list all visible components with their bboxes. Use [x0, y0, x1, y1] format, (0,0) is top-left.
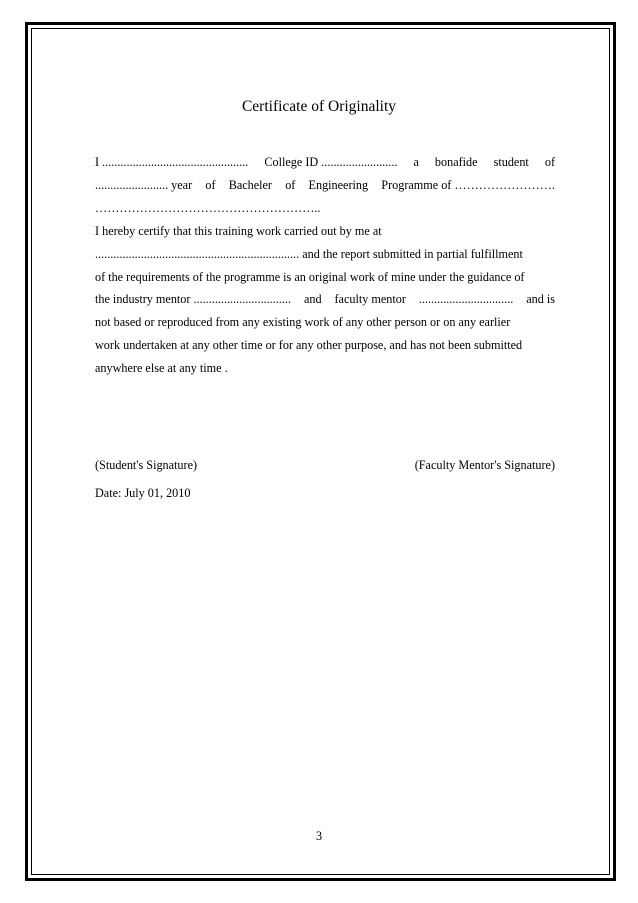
body-line-2-part: Programme of ……………………. [381, 177, 555, 192]
body-line-2-part: Bacheler [228, 177, 272, 192]
body-line-1-part: College ID ......................... [264, 155, 398, 169]
body-line-2-part: Engineering [308, 177, 369, 192]
body-line-5: ................................................................... and the report submitted in partial fulfillment [95, 246, 523, 261]
body-line-3: ……………………………………………….. [95, 200, 321, 215]
page-number: 3 [315, 829, 323, 843]
body-line-8: not based or reproduced from any existing work of any other person or on any earlier [95, 315, 511, 330]
body-line-7-part: the industry mentor ................................ [95, 292, 291, 307]
body-line-1-part: of [544, 155, 555, 169]
body-line-1 [95, 151, 555, 174]
body-line-7-part: and [303, 292, 322, 307]
body-line-2 [95, 174, 555, 197]
body-line-4: I hereby certify that this training work carried out by me at [95, 223, 382, 238]
body-line-2-part: of [205, 177, 216, 192]
body-line-1-part: I ................................................ [95, 155, 249, 169]
student-signature-label: (Student's Signature) [95, 458, 198, 472]
body-line-7-part: faculty mentor [334, 292, 406, 307]
signature-row [95, 458, 555, 473]
faculty-signature-label: (Faculty Mentor's Signature) [414, 458, 555, 472]
body-line-1-part: a [413, 155, 419, 169]
body-line-7-part: ............................... [418, 292, 514, 307]
date-line: Date: July 01, 2010 [95, 486, 191, 500]
certificate-title: Certificate of Originality [241, 98, 397, 115]
body-line-1-part: bonafide [434, 155, 478, 169]
body-line-9: work undertaken at any other time or for any other purpose, and has not been submitted [95, 338, 523, 353]
body-line-1-part: student [493, 155, 529, 169]
body-line-7 [95, 288, 555, 311]
body-line-7-part: and is [526, 292, 555, 307]
body-line-6: of the requirements of the programme is an original work of mine under the guidance of [95, 269, 525, 284]
certificate-body [95, 151, 555, 380]
body-line-2-part: ........................ year [95, 177, 193, 192]
body-line-10: anywhere else at any time . [95, 361, 228, 376]
body-line-2-part: of [285, 177, 296, 192]
